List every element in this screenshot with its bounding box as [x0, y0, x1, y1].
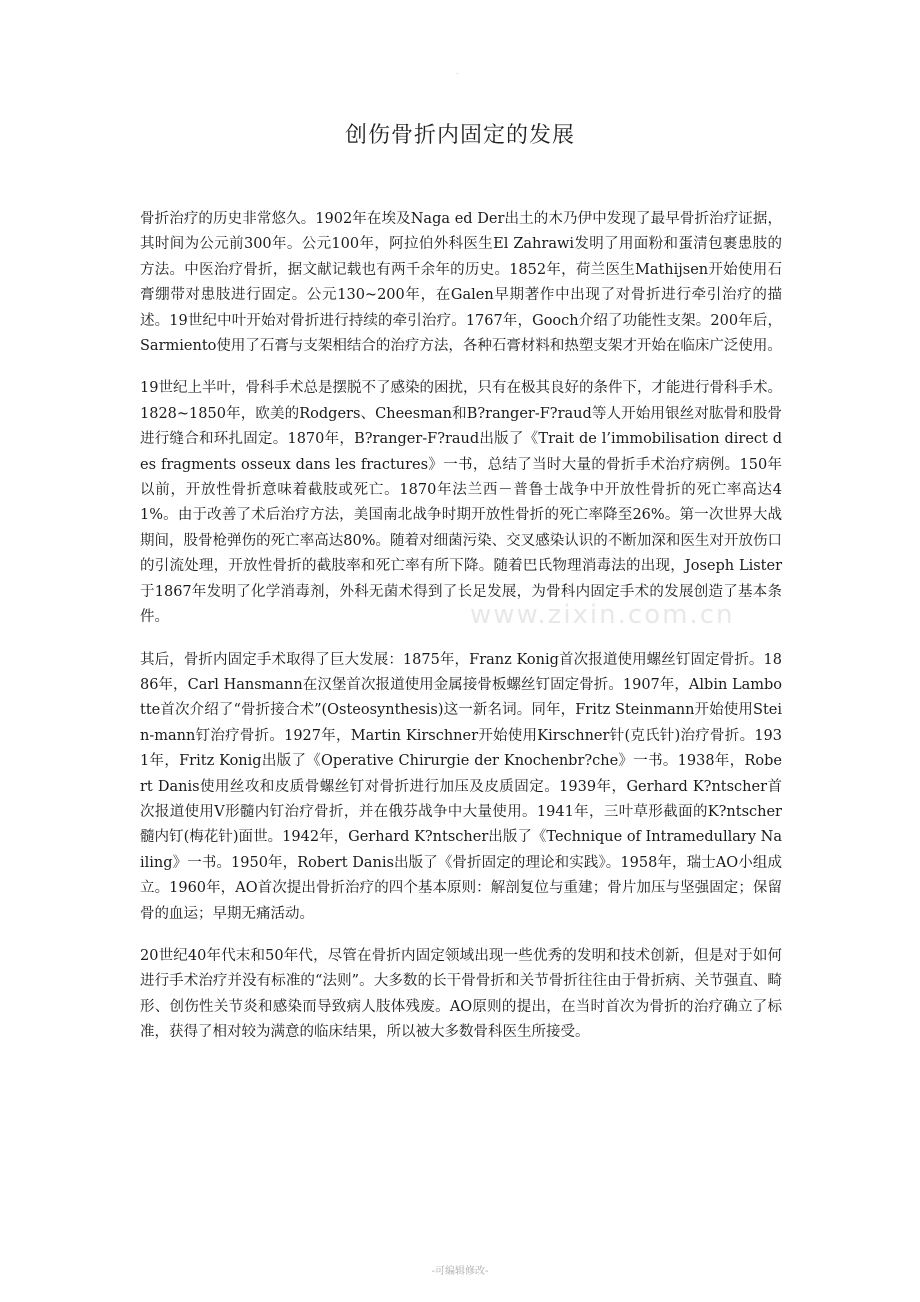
- paragraph-internal-fixation: 其后，骨折内固定手术取得了巨大发展：1875年，Franz Konig首次报道使用螺丝钉固定骨折。1886年，Carl Hansmann在汉堡首次报道使用金属接骨板螺丝钉固定骨折。1907年，Albin Lambotte首次介绍了“骨折接合术”(Osteosynthesis)这一新名词。同年，Fritz Steinmann开始使用Stein-mann钉治疗骨折。1927年，Martin Kirschner开始使用Kirschner针(克氏针)治疗骨折。1931年，Fritz Konig出版了《Operative Chirurgie der Knochenbr?che》一书。1938年，Robert Danis使用丝攻和皮质骨螺丝钉对骨折进行加压及皮质固定。1939年，Gerhard K?ntscher首次报道使用V形髓内钉治疗骨折，并在俄芬战争中大量使用。1941年，三叶草形截面的K?ntscher髓内钉(梅花针)面世。1942年，Gerhard K?ntscher出版了《Technique of Intramedullary Nailing》一书。1950年，Robert Danis出版了《骨折固定的理论和实践》。1958年，瑞士AO小组成立。1960年，AO首次提出骨折治疗的四个基本原则：解剖复位与重建；骨片加压与坚强固定；保留骨的血运；早期无痛活动。: [140, 651, 782, 922]
- paragraph-history: 骨折治疗的历史非常悠久。1902年在埃及Naga ed Der出土的木乃伊中发现了最早骨折治疗证据，其时间为公元前300年。公元100年，阿拉伯外科医生El Zahrawi发明了用面粉和蛋清包裹患肢的方法。中医治疗骨折，据文献记载也有两千余年的历史。1852年，荷兰医生Mathijsen开始使用石膏绷带对患肢进行固定。公元130~200年，在Galen早期著作中出现了对骨折进行牵引治疗的描述。19世纪中叶开始对骨折进行持续的牵引治疗。1767年，Gooch介绍了功能性支架。200年后，Sarmiento使用了石膏与支架相结合的治疗方法，各种石膏材料和热塑支架才开始在临床广泛使用。: [140, 211, 782, 355]
- paragraph-ao-principles: 20世纪40年代末和50年代，尽管在骨折内固定领域出现一些优秀的发明和技术创新，但是对于如何进行手术治疗并没有标准的“法则”。大多数的长干骨骨折和关节骨折往往由于骨折病、关节强直、畸形、创伤性关节炎和感染而导致病人肢体残废。AO原则的提出，在当时首次为骨折的治疗确立了标准，获得了相对较为满意的临床结果，所以被大多数骨科医生所接受。: [140, 947, 782, 1041]
- watermark-text: www.zixin.com.cn: [470, 600, 735, 630]
- paragraph-19th-century: 19世纪上半叶，骨科手术总是摆脱不了感染的困扰，只有在极其良好的条件下，才能进行骨科手术。1828~1850年，欧美的Rodgers、Cheesman和B?ranger-F?raud等人开始用银丝对肱骨和股骨进行缝合和环扎固定。1870年，B?ranger-F?raud出版了《Trait de l’immobilisation direct des fragments osseux dans les fractures》一书，总结了当时大量的骨折手术治疗病例。150年以前，开放性骨折意味着截肢或死亡。1870年法兰西－普鲁士战争中开放性骨折的死亡率高达41%。由于改善了术后治疗方法，美国南北战争时期开放性骨折的死亡率降至26%。第一次世界大战期间，股骨枪弹伤的死亡率高达80%。随着对细菌污染、交叉感染认识的不断加深和医生对开放伤口的引流处理，开放性骨折的截肢率和死亡率有所下降。随着巴氏物理消毒法的出现，Joseph Lister于1867年发明了化学消毒剂，外科无菌术得到了长足发展，为骨科内固定手术的发展创造了基本条件。: [140, 380, 782, 626]
- page-footer: -可编辑修改-: [431, 1266, 489, 1277]
- document-title: 创伤骨折内固定的发展: [344, 123, 575, 148]
- document-body: [140, 207, 782, 1063]
- header-mark: ·: [456, 70, 459, 78]
